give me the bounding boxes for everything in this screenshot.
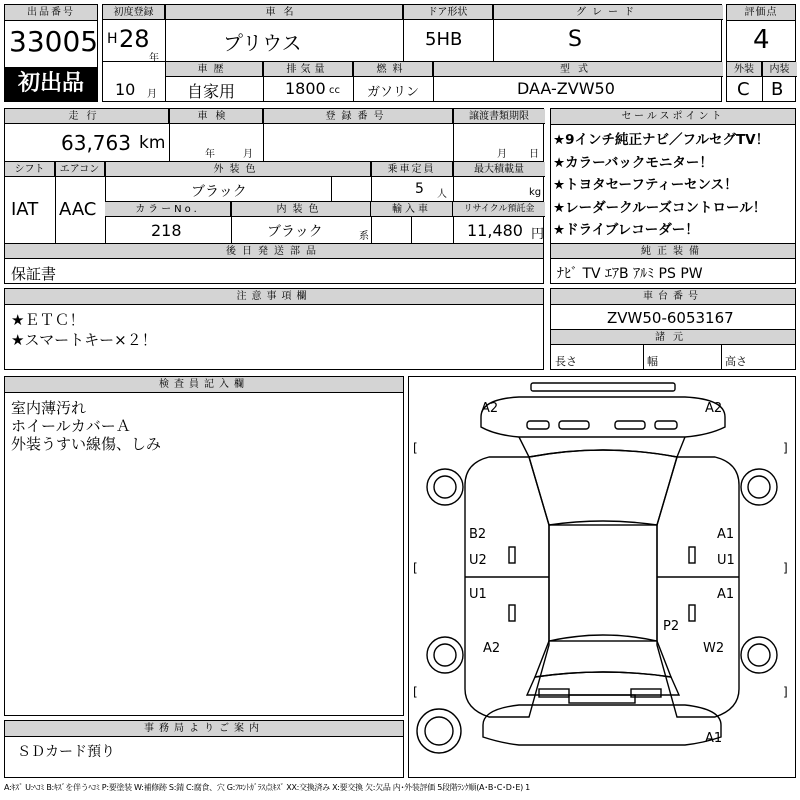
score-label: 評価点 xyxy=(727,5,795,21)
vehicle-details xyxy=(4,108,544,284)
legend: A:ｷｽﾞ U:ﾍｺﾐ B:ｷｽﾞを伴うﾍｺﾐ P:要塗装 W:補修跡 S:錆 C:腐食、穴 G:ﾌﾛﾝﾄｶﾞﾗｽ点ｷｽﾞ XX:交換済み X:要交換 欠:欠品 内･外装評価 5段階ﾗﾝｸ順(A･B･C･D･E) 1 xyxy=(4,783,530,792)
int-grade: B xyxy=(771,79,784,100)
inspection-label: 車検 xyxy=(169,109,263,124)
displacement: 1800 xyxy=(285,79,326,98)
air-conditioner: AAC xyxy=(59,199,97,220)
spec-height: 高さ xyxy=(725,355,747,368)
grade-label: グレード xyxy=(493,5,723,20)
sales-point-item: ★レーダークルーズコントロール！ xyxy=(553,199,767,216)
chassis-box xyxy=(550,288,796,370)
equipment: ﾅﾋﾞ TV ｴｱB ｱﾙﾐ PS PW xyxy=(557,266,703,282)
year: 28 xyxy=(119,25,150,53)
damage-mark: U2 xyxy=(469,553,487,568)
damage-mark: A2 xyxy=(705,401,723,416)
transfer-day: 日 xyxy=(529,149,539,160)
bracket-right-top: ] xyxy=(783,441,788,455)
mileage: 63,763 xyxy=(61,131,131,155)
color-no-label: カラーNo. xyxy=(105,202,231,217)
era: H xyxy=(107,31,118,47)
spec-length: 長さ xyxy=(555,355,577,368)
sales-points-label: セールスポイント xyxy=(551,109,795,125)
bracket-right-bottom: ] xyxy=(783,685,788,699)
displacement-label: 排気量 xyxy=(263,62,353,77)
spec-label: 諸元 xyxy=(551,330,795,345)
ac-label: エアコン xyxy=(55,162,105,177)
later-parts: 保証書 xyxy=(11,265,57,283)
office-label: 事務局よりご案内 xyxy=(5,721,403,737)
model: DAA-ZVW50 xyxy=(517,79,615,98)
chassis-label: 車台番号 xyxy=(551,289,795,305)
first-listing-badge xyxy=(5,67,97,101)
bracket-left-top: [ xyxy=(413,441,418,455)
capacity-label: 乗車定員 xyxy=(371,162,453,177)
transfer-month: 月 xyxy=(497,149,507,160)
notes-label: 注意事項欄 xyxy=(5,289,543,305)
capacity-unit: 人 xyxy=(437,189,447,200)
capacity: 5 xyxy=(415,181,424,197)
import-label: 輸入車 xyxy=(371,202,453,217)
int-color-label: 内装色 xyxy=(231,202,371,217)
damage-mark: A1 xyxy=(717,587,735,602)
sales-point-item: ★ドライブレコーダー！ xyxy=(553,222,699,238)
office-note: ＳＤカード預り xyxy=(17,744,115,760)
mileage-label: 走行 xyxy=(5,109,169,124)
inspector-line-1: 室内薄汚れ xyxy=(11,399,87,417)
model-label: 型式 xyxy=(433,62,723,77)
damage-mark: A2 xyxy=(483,641,501,656)
damage-mark: U1 xyxy=(717,553,735,568)
year-unit: 年 xyxy=(149,53,159,64)
fuel-label: 燃料 xyxy=(353,62,433,77)
sales-point-item: ★カラーバックモニター！ xyxy=(553,154,713,171)
history: 自家用 xyxy=(187,82,236,101)
car-name-label: 車名 xyxy=(165,5,403,20)
interior-color: ブラック xyxy=(267,224,323,240)
reg-no-label: 登録番号 xyxy=(263,109,453,124)
damage-mark: W2 xyxy=(703,641,725,656)
lot-label: 出品番号 xyxy=(5,5,97,21)
ext-grade: C xyxy=(737,79,750,100)
note-2: ★スマートキー×２！ xyxy=(11,331,157,349)
reg-label: 初度登録 xyxy=(103,5,165,20)
mileage-unit: km xyxy=(139,133,166,153)
exterior-color: ブラック xyxy=(191,184,247,200)
ext-label: 外装 xyxy=(727,62,762,77)
door-label: ドア形状 xyxy=(403,5,493,20)
damage-mark: B2 xyxy=(469,527,487,542)
damage-mark: A2 xyxy=(481,401,499,416)
lot-box xyxy=(4,4,98,102)
score: 4 xyxy=(753,25,770,55)
bracket-left-bottom: [ xyxy=(413,685,418,699)
lot-number: 33005 xyxy=(9,25,99,58)
inspector-label: 検査員記入欄 xyxy=(5,377,403,393)
car-outline-diagram xyxy=(409,377,795,777)
sales-point-item: ★トヨタセーフティーセンス！ xyxy=(553,177,738,193)
inspection-month: 月 xyxy=(243,149,253,160)
damage-mark: P2 xyxy=(663,619,680,634)
history-label: 車歴 xyxy=(165,62,263,77)
later-parts-label: 後日発送部品 xyxy=(5,244,543,259)
damage-diagram xyxy=(408,376,796,778)
note-1: ★ＥＴＣ！ xyxy=(11,311,85,329)
score-box xyxy=(726,4,796,102)
damage-mark: A1 xyxy=(705,731,723,746)
recycle-unit: 円 xyxy=(531,227,545,242)
inspection-year: 年 xyxy=(205,149,215,160)
inspector-line-3: 外装うすい線傷、しみ xyxy=(11,435,162,453)
shift: IAT xyxy=(11,199,39,220)
first-listing-text: 初出品 xyxy=(17,71,84,96)
damage-mark: U1 xyxy=(469,587,487,602)
car-name: プリウス xyxy=(223,31,302,55)
sales-points-list xyxy=(553,129,769,242)
interior-color-unit: 系 xyxy=(359,231,369,242)
month: 10 xyxy=(115,80,136,99)
grade: S xyxy=(568,27,582,52)
transfer-label: 譲渡書類期限 xyxy=(453,109,545,124)
color-number: 218 xyxy=(151,221,182,240)
equipment-label: 純正装備 xyxy=(551,244,795,259)
recycle-label: リサイクル預託金 xyxy=(453,202,545,217)
office-box xyxy=(4,720,404,778)
inspector-box xyxy=(4,376,404,716)
spec-width: 幅 xyxy=(647,355,658,368)
load-label: 最大積載量 xyxy=(453,162,545,177)
fuel: ガソリン xyxy=(367,85,420,100)
door-type: 5HB xyxy=(425,29,463,50)
month-unit: 月 xyxy=(147,89,157,100)
displacement-unit: cc xyxy=(329,85,340,96)
inspector-line-2: ホイールカバーＡ xyxy=(11,417,131,435)
bracket-right-mid: ] xyxy=(783,561,788,575)
damage-mark: A1 xyxy=(717,527,735,542)
load-unit: kg xyxy=(529,187,542,198)
ext-color-label: 外装色 xyxy=(105,162,371,177)
chassis-number: ZVW50-6053167 xyxy=(607,309,734,327)
bracket-left-mid: [ xyxy=(413,561,418,575)
notes-box xyxy=(4,288,544,370)
recycle-deposit: 11,480 xyxy=(467,221,523,240)
registration-box xyxy=(102,4,722,102)
int-label: 内装 xyxy=(762,62,797,77)
shift-label: シフト xyxy=(5,162,55,177)
sales-points-box xyxy=(550,108,796,284)
sales-point-item: ★9インチ純正ナビ／フルセグTV！ xyxy=(553,132,770,148)
